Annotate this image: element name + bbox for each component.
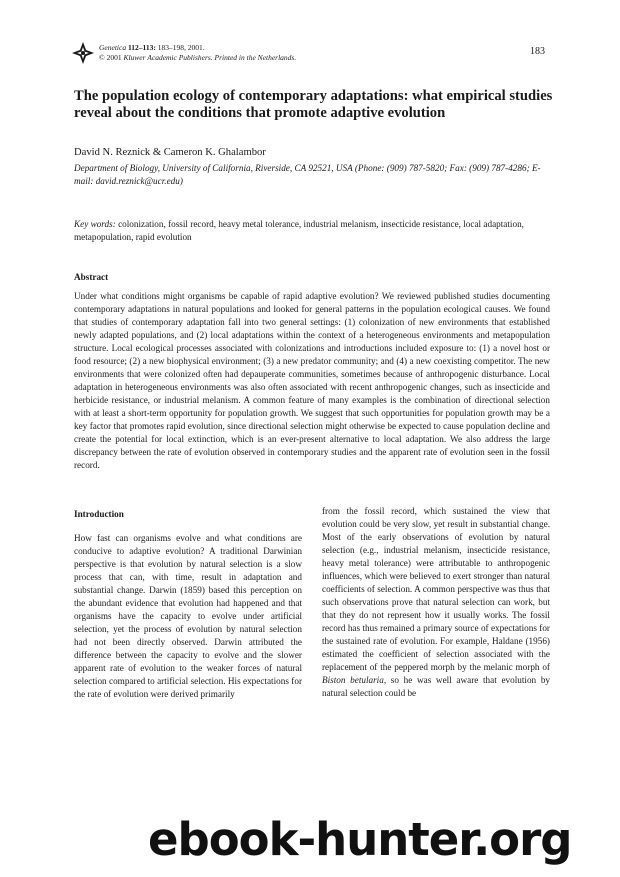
journal-name: Genetica (99, 43, 127, 52)
species-name: Biston betularia (322, 675, 384, 685)
intro-left-column: How fast can organisms evolve and what conditions are conducive to adaptive evolution? A traditional Darwinian perspective is that evolution by natural selection is a slow process that can, with time, result in adaptation and substantial change. Darwin (1859) based this perception on the abundant evidence that evolution had happened and that organisms have the capacity to evolve under artificial selection, yet the process of evolution by natural selection had not been directly observed. Darwin attributed the difference between the capacity to evolve and the slower apparent rate of evolution to the weaker forces of natural selection compared to artificial selection. His expectations for the rate of evolution were derived primarily (74, 533, 302, 699)
article-title: The population ecology of contemporary adaptations: what empirical studies reveal about the conditions that promote adaptive evolution (74, 88, 553, 121)
journal-volume: 112–113: (127, 43, 156, 52)
publisher-logo-icon (72, 42, 94, 64)
keywords (74, 218, 559, 244)
journal-citation (99, 43, 205, 53)
introduction-heading: Introduction (74, 509, 124, 519)
abstract-heading: Abstract (74, 272, 109, 282)
publisher: Kluwer Academic Publishers. Printed in the Netherlands. (123, 53, 297, 62)
authors: David N. Reznick & Cameron K. Ghalambor (74, 147, 266, 158)
intro-right-column (322, 505, 550, 700)
keywords-list: colonization, fossil record, heavy metal tolerance, industrial melanism, insecticide resistance, local adaptation, metapopulation, rapid evolution (74, 219, 524, 242)
intro-right-text-1: from the fossil record, which sustained the view that evolution could be very slow, yet result in substantial change. Most of the early observations of evolution by natural selection (e.g., industrial melanism, insecticide resistance, heavy metal tolerance) were attributable to anthropogenic influences, which were believed to exert stronger than natural coefficients of selection. A common perspective was thus that such observations prove that natural selection can work, but that they do not represent how it usually works. The fossil record has thus remained a primary source of expectations for the sustained rate of evolution. For example, Haldane (1956) estimated the coefficient of selection associated with the replacement of the peppered morph by the melanic morph of (322, 506, 550, 672)
copyright: © 2001 (99, 53, 122, 62)
keywords-label: Key words: (74, 219, 116, 229)
affiliation: Department of Biology, University of California, Riverside, CA 92521, USA (Phone: (909) 787-5820; Fax: (909) 787-4286; E-mail: david.reznick@ucr.edu) (74, 163, 541, 186)
abstract-text: Under what conditions might organisms be capable of rapid adaptive evolution? We reviewed published studies documenting contemporary adaptations in natural populations and looked for general patterns in the population ecological causes. We found that studies of contemporary adaptation fall into two general settings: (1) colonization of new environments that established newly adapted populations, and (2) local adaptations within the context of a heterogeneous environments and metapopulation structure. Local ecological processes associated with colonizations and introductions included exposure to: (1) a novel host or food resource; (2) a new biophysical environment; (3) a new predator community; and (4) a new coexisting competitor. The new environments that were colonized often had depauperate communities, sometimes because of anthropogenic disturbance. Local adaptation in heterogeneous environments was also often associated with recent anthropogenic changes, such as insecticide and herbicide resistance, or industrial melanism. A common feature of many examples is the combination of directional selection with at least a short-term opportunity for population growth. We suggest that such opportunities for population growth may be a key factor that promotes rapid evolution, since directional selection might otherwise be expected to cause population decline and create the potential for local extinction, which is an ever-present alternative to local adaptation. We also address the large discrepancy between the rate of evolution observed in contemporary studies and the apparent rate of evolution seen in the fossil record. (74, 291, 550, 470)
journal-pages: 183–198, 2001. (157, 43, 205, 52)
intro-right-text-2: , so he was well aware that evolution by natural selection could be (322, 675, 551, 698)
page-number: 183 (530, 46, 545, 57)
copyright-line (99, 53, 296, 63)
watermark: ebook-hunter.org (148, 813, 572, 866)
